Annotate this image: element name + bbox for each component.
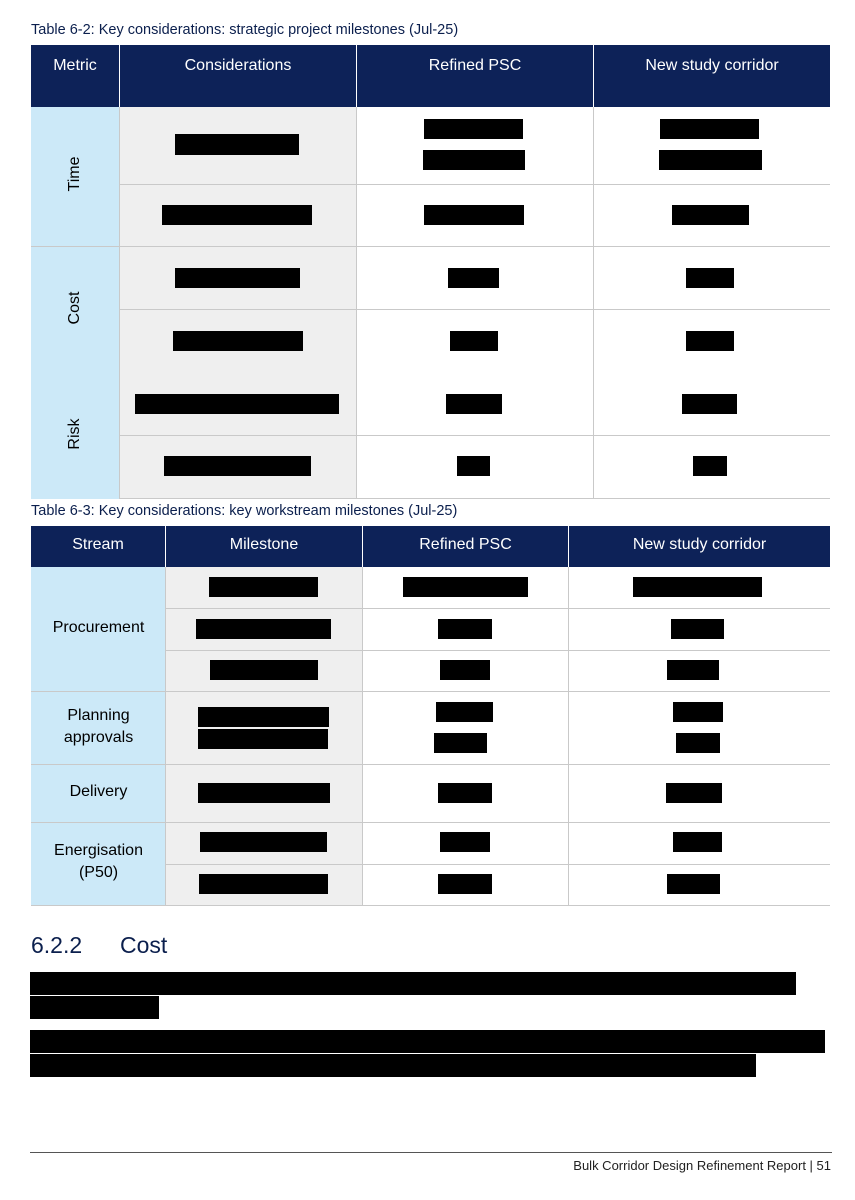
redaction-block: [164, 456, 311, 476]
page-footer: Bulk Corridor Design Refinement Report | 51: [573, 1158, 831, 1173]
redaction-block: [198, 729, 328, 749]
redacted-text-line: [30, 1054, 756, 1077]
redaction-block: [423, 150, 525, 170]
metric-label-cost: Cost: [66, 291, 83, 325]
redaction-block: [434, 733, 487, 753]
metric-cell-cost-risk: [31, 247, 120, 499]
redaction-block: [686, 268, 734, 288]
stream-label-p50: (P50): [78, 864, 119, 881]
redaction-block: [671, 619, 724, 639]
header-refined-psc: Refined PSC: [357, 45, 594, 107]
redaction-block: [682, 394, 737, 414]
redaction-block: [173, 331, 303, 351]
redaction-block: [175, 134, 299, 155]
redaction-block: [457, 456, 490, 476]
metric-label-risk: Risk: [66, 418, 83, 450]
metric-cell-time: [31, 107, 120, 247]
header-refined-psc: Refined PSC: [363, 526, 569, 567]
metric-label-time: Time: [66, 156, 83, 192]
redaction-block: [659, 150, 762, 170]
redacted-text-line: [30, 972, 796, 995]
header-considerations: Considerations: [120, 45, 357, 107]
redaction-block: [196, 619, 331, 639]
section-number: 6.2.2: [31, 932, 83, 958]
section-title: Cost: [120, 932, 168, 958]
stream-cell-planning-approvals: [31, 692, 166, 765]
table-6-2-caption: Table 6-2: Key considerations: strategic project milestones (Jul-25): [31, 22, 459, 38]
stream-label-energisation: Energisation: [54, 842, 143, 859]
redaction-block: [175, 268, 300, 288]
table-cell: [357, 310, 594, 436]
redaction-block: [200, 832, 327, 852]
redaction-block: [424, 119, 523, 139]
header-new-study-corridor: New study corridor: [594, 45, 830, 107]
header-stream: Stream: [31, 526, 166, 567]
stream-cell-procurement: [31, 567, 166, 692]
table-6-3-caption: Table 6-3: Key considerations: key workstream milestones (Jul-25): [31, 503, 458, 519]
redaction-block: [438, 783, 492, 803]
stream-label-delivery: Delivery: [69, 783, 128, 800]
redacted-text-line: [30, 1030, 825, 1053]
redaction-block: [162, 205, 312, 225]
redaction-block: [440, 660, 490, 680]
footer-rule: [30, 1152, 832, 1153]
table-row: [120, 310, 357, 436]
table-cell: [594, 310, 830, 436]
stream-label-procurement: Procurement: [52, 619, 145, 636]
header-metric: Metric: [31, 45, 120, 107]
redaction-block: [693, 456, 727, 476]
redaction-block: [686, 331, 734, 351]
redaction-block: [436, 702, 493, 722]
redaction-block: [210, 660, 318, 680]
redaction-block: [660, 119, 759, 139]
redaction-block: [666, 783, 722, 803]
redaction-block: [450, 331, 498, 351]
redaction-block: [198, 707, 329, 727]
redaction-block: [199, 874, 328, 894]
redaction-block: [667, 874, 720, 894]
redaction-block: [676, 733, 720, 753]
stream-cell-delivery: [31, 765, 166, 823]
stream-cell-energisation: [31, 823, 166, 906]
redaction-block: [198, 783, 330, 803]
redaction-block: [209, 577, 318, 597]
stream-label-planning: Planning: [67, 707, 130, 724]
redaction-block: [438, 619, 492, 639]
redaction-block: [446, 394, 502, 414]
redaction-block: [424, 205, 524, 225]
redaction-block: [448, 268, 499, 288]
redaction-block: [672, 205, 749, 225]
header-milestone: Milestone: [166, 526, 363, 567]
stream-label-approvals: approvals: [63, 729, 134, 746]
redaction-block: [673, 832, 722, 852]
redaction-block: [633, 577, 762, 597]
redaction-block: [135, 394, 339, 414]
redaction-block: [438, 874, 492, 894]
redaction-block: [667, 660, 719, 680]
redaction-block: [673, 702, 723, 722]
redaction-block: [403, 577, 528, 597]
header-new-study-corridor: New study corridor: [569, 526, 830, 567]
redacted-text-line: [30, 996, 159, 1019]
redaction-block: [440, 832, 490, 852]
